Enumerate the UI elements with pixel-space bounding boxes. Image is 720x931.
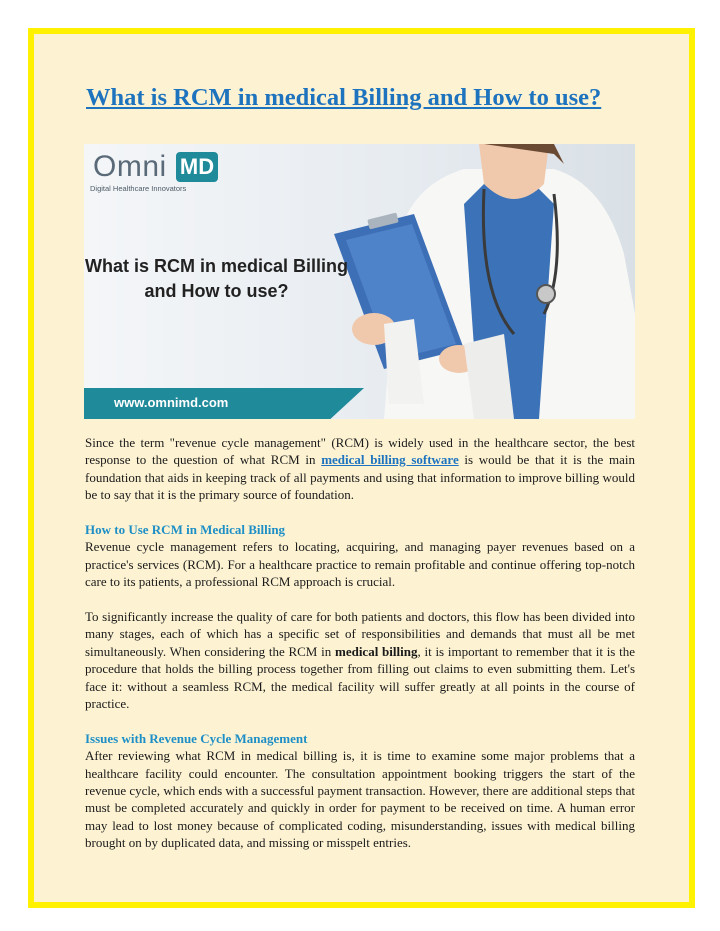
hero-heading-line2: and How to use?: [144, 281, 289, 301]
intro-text-a: Since the term "revenue cycle management" (RCM) is widely used in the healthcare sector, the best response to the question of what RCM in: [85, 435, 635, 468]
md-logo-badge: MD: [176, 152, 218, 182]
stages-text-b: , it is important to remember that it is the procedure that holds the billing process together from filling out claims to even submitting them. Let's face it: without a seamless RCM, the medical facility will suffer greatly at all points in the course of practice.: [85, 643, 635, 712]
section-paragraph-issues: After reviewing what RCM in medical billing is, it is time to examine some major problems that a healthcare facility could encounter. The consultation appointment booking triggers the start of the revenue cycle, which ends with a successful payment transaction. However, there are additional steps that must be completed accurately and quickly in order for payment to be received on time. A human error may lead to lost money because of complicated coding, misunderstanding, issues with medical billing brought on by duplicated data, and missing or misspelt entries.: [85, 748, 635, 851]
section-paragraph-how-to-use: Revenue cycle management refers to locating, acquiring, and managing payer revenues based on a practice's services (RCM). For a healthcare practice to remain profitable and continue offering top-notch care to its patients, a professional RCM approach is crucial.: [85, 539, 635, 590]
section-heading-issues: Issues with Revenue Cycle Management: [85, 730, 308, 746]
stages-text-a: To significantly increase the quality of care for both patients and doctors, this flow has been divided into many stages, each of which has a specific set of responsibilities and demands that must all be met simultaneously. When considering the RCM in: [85, 609, 635, 659]
omni-logo-text: Omni: [93, 150, 167, 183]
intro-text-b: is would be that it is the main foundation that aids in keeping track of all payments and using that information to improve billing would be to say that it is the primary source of foundation.: [85, 452, 635, 503]
medical-billing-software-link[interactable]: medical billing software: [321, 452, 459, 468]
stages-paragraph: [85, 608, 635, 712]
hero-heading: [84, 254, 349, 304]
hero-banner-image: [84, 144, 635, 419]
page-title: What is RCM in medical Billing and How to use?: [86, 84, 602, 111]
intro-paragraph: [85, 434, 635, 504]
hero-heading-line1: What is RCM in medical Billing: [84, 256, 349, 276]
medical-billing-bold: medical billing: [334, 643, 418, 659]
hero-url: www.omnimd.com: [114, 395, 229, 410]
logo-tagline: Digital Healthcare Innovators: [90, 184, 187, 193]
article-body: [85, 434, 635, 852]
section-heading-how-to-use: How to Use RCM in Medical Billing: [85, 522, 286, 538]
